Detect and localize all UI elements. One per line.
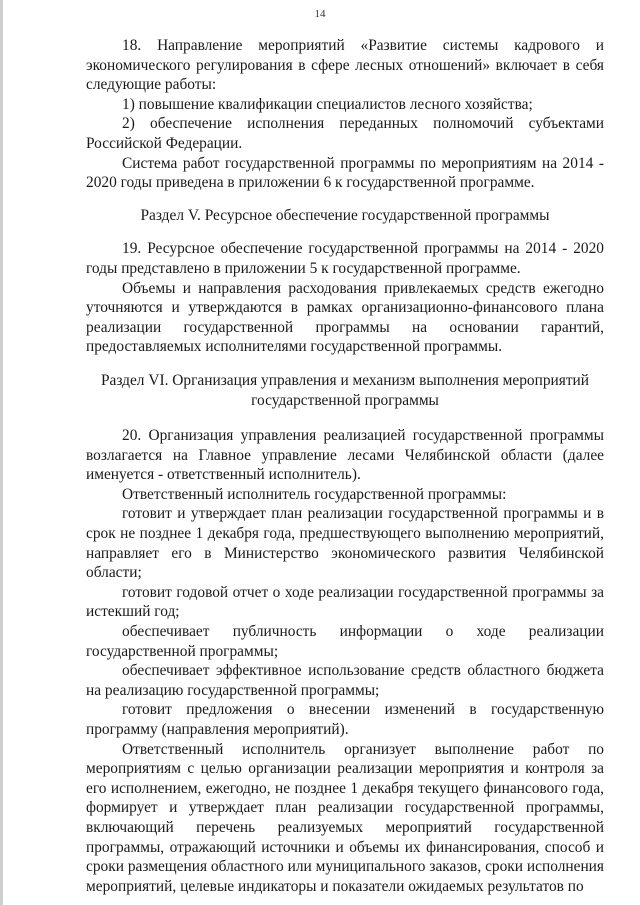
paragraph-20-organizes: Ответственный исполнитель организует выполнение работ по мероприятиям с целью организации реализации мероприятия и контроля за его исполнением, ежегодно, не позднее 1 декабря текущего финансового года, формирует и утверждает план реализации государственной программы, включающий перечень реализуемых мероприятий государственной программы, отражающий источники и объемы их финансирования, способ и сроки размещения областного или муниципального заказов, сроки исполнения мероприятий, целевые индикаторы и показатели ожидаемых результатов по: [86, 740, 604, 895]
paragraph-20-report: готовит годовой отчет о ходе реализации государственной программы за истекший год;: [86, 583, 604, 621]
section-6-heading-line-1: Раздел VI. Организация управления и механизм выполнения мероприятий: [100, 371, 590, 389]
document-body: [86, 36, 604, 896]
paragraph-19-volumes: Объемы и направления расходования привлекаемых средств ежегодно уточняются и утверждаются в рамках организационно-финансового плана реализации государственной программы на основании гарантий, предоставляемых исполнителями государственной программы.: [86, 279, 604, 356]
paragraph-19: 19. Ресурсное обеспечение государственной программы на 2014 - 2020 годы представлено в приложении 5 к государственной программе.: [86, 240, 604, 277]
paragraph-20-budget: обеспечивает эффективное использование средств областного бюджета на реализацию государственной программы;: [86, 662, 604, 699]
paragraph-20-executor: Ответственный исполнитель государственной программы:: [122, 485, 507, 503]
paragraph-20-plan: готовит и утверждает план реализации государственной программы и в срок не позднее 1 декабря года, предшествующего выполнению мероприятий, направляет его в Министерство экономического развития Челябинской области;: [86, 505, 604, 582]
page-number: 14: [314, 8, 326, 20]
list-item-1: 1) повышение квалификации специалистов лесного хозяйства;: [122, 95, 533, 113]
paragraph-20: 20. Организация управления реализацией государственной программы возлагается на Главное управление лесами Челябинской области (далее именуется - ответственный исполнитель).: [86, 427, 604, 484]
section-6-heading-line-2: государственной программы: [251, 391, 439, 409]
paragraph-20-proposals: готовит предложения о внесении изменений в государственную программу (направления мероприятий).: [86, 701, 604, 738]
list-item-2: 2) обеспечение исполнения переданных полномочий субъектами Российской Федерации.: [86, 115, 604, 152]
paragraph-18: 18. Направление мероприятий «Развитие системы кадрового и экономического регулирования в сфере лесных отношений» включает в себя следующие работы:: [86, 37, 604, 94]
paragraph-18-system: Система работ государственной программы по мероприятиям на 2014 - 2020 годы приведена в приложении 6 к государственной программе.: [86, 154, 604, 192]
section-5-heading: Раздел V. Ресурсное обеспечение государственной программы: [140, 206, 550, 224]
paragraph-20-publicity: обеспечивает публичность информации о ходе реализации государственной программы;: [86, 623, 604, 660]
